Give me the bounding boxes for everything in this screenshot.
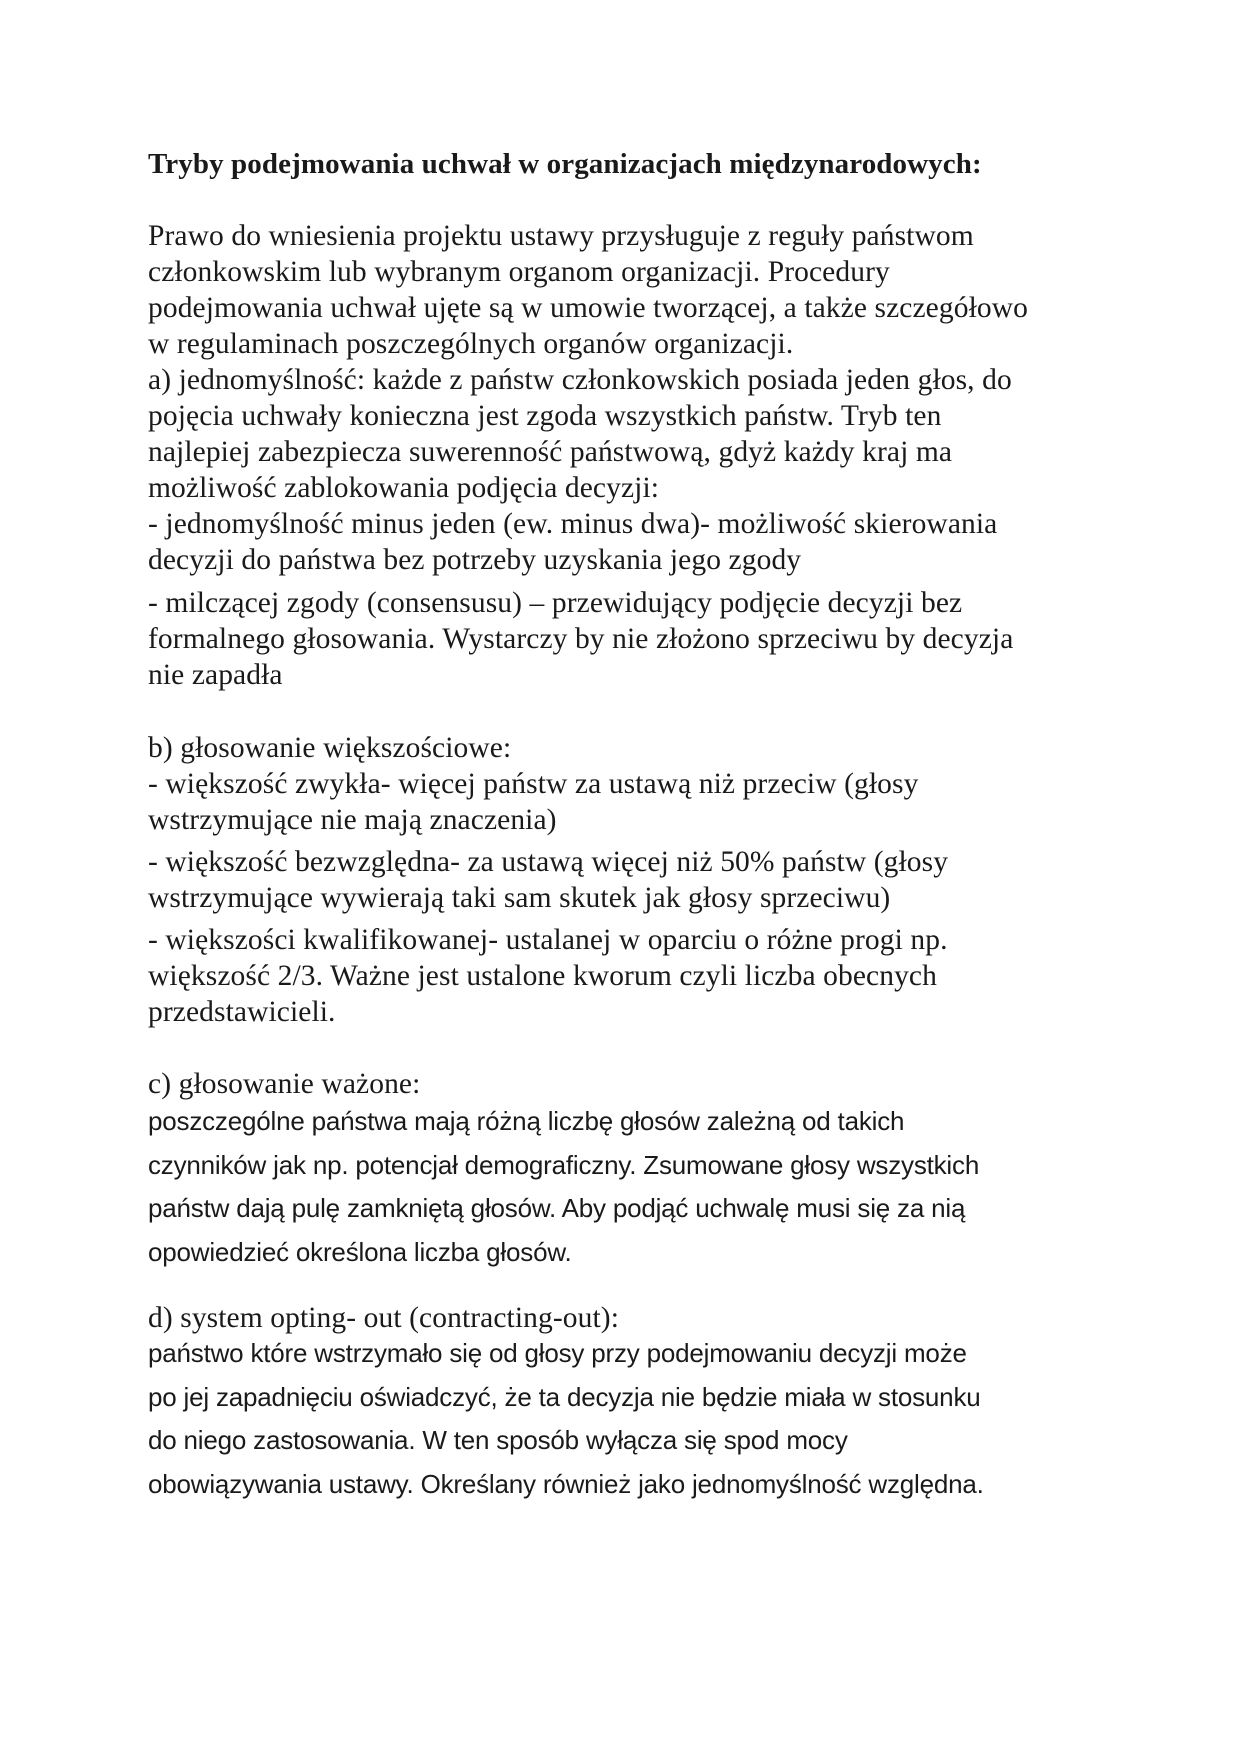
- section-b-item-3: - większości kwalifikowanej- ustalanej w oparciu o różne progi np. większość 2/3. Ważne jest ustalone kworum czyli liczba obecnych przedstawicieli.: [148, 924, 948, 1028]
- section-c-heading: c) głosowanie ważone:: [148, 1068, 421, 1100]
- section-c-body: poszczególne państwa mają różną liczbę głosów zależną od takich czynników jak np. potencjał demograficzny. Zsumowane głosy wszystkich państw dają pulę zamkniętą głosów. Aby podjąć uchwalę musi się za nią opowiedzieć określona liczba głosów.: [148, 1106, 980, 1267]
- section-d-body: państwo które wstrzymało się od głosy przy podejmowaniu decyzji może po jej zapadnięciu oświadczyć, że ta decyzja nie będzie miała w stosunku do niego zastosowania. W ten sposób wyłącza się spod mocy obowiązywania ustawy. Określany również jako jednomyślność względna.: [148, 1338, 984, 1499]
- section-a-paragraph: a) jednomyślność: każde z państw członkowskich posiada jeden głos, do pojęcia uchwały konieczna jest zgoda wszystkich państw. Tryb ten najlepiej zabezpiecza suwerenność państwową, gdyż każdy kraj ma możliwość zablokowania podjęcia decyzji:: [148, 364, 1012, 504]
- section-b-heading: b) głosowanie większościowe:: [148, 732, 512, 764]
- section-a-item-1: - jednomyślność minus jeden (ew. minus dwa)- możliwość skierowania decyzji do państwa bez potrzeby uzyskania jego zgody: [148, 508, 998, 576]
- section-a-item-2: - milczącej zgody (consensusu) – przewidujący podjęcie decyzji bez formalnego głosowania. Wystarczy by nie złożono sprzeciwu by decyzja nie zapadła: [148, 587, 1014, 691]
- section-d-heading: d) system opting- out (contracting-out):: [148, 1302, 619, 1334]
- section-b-item-1: - większość zwykła- więcej państw za ustawą niż przeciw (głosy wstrzymujące nie mają znaczenia): [148, 768, 919, 836]
- document-title: Tryby podejmowania uchwał w organizacjach międzynarodowych:: [148, 148, 982, 180]
- section-b-item-2: - większość bezwzględna- za ustawą więcej niż 50% państw (głosy wstrzymujące wywierają taki sam skutek jak głosy sprzeciwu): [148, 846, 949, 914]
- intro-paragraph: Prawo do wniesienia projektu ustawy przysługuje z reguły państwom członkowskim lub wybranym organom organizacji. Procedury podejmowania uchwał ujęte są w umowie tworzącej, a także szczegółowo w regulaminach poszczególnych organów organizacji.: [148, 220, 1028, 360]
